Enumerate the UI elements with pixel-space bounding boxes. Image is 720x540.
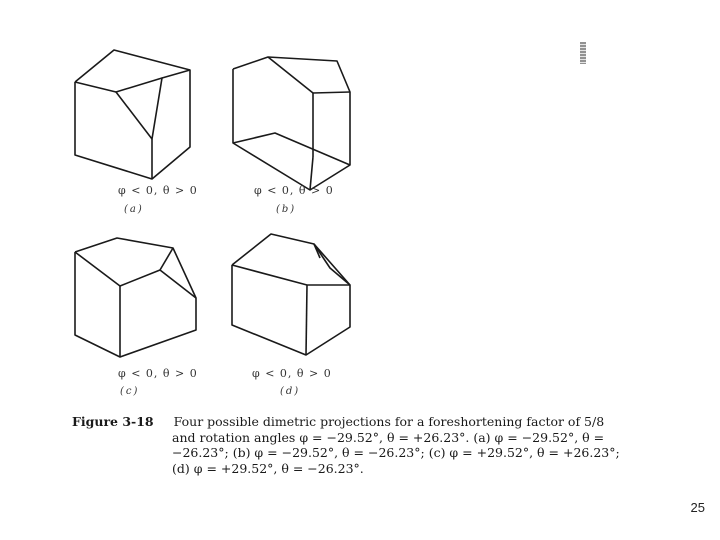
panel-a-label: (a) xyxy=(124,204,144,215)
caption-line-3: −26.23°; (b) φ = −29.52°, θ = −26.23°; (c) φ = +29.52°, θ = +26.23°; xyxy=(172,445,620,460)
cube-b xyxy=(233,57,350,190)
caption-line-1: Four possible dimetric projections for a foreshortening factor of 5/8 xyxy=(173,414,605,429)
panel-c-label: (c) xyxy=(120,386,140,397)
caption-line-4: (d) φ = +29.52°, θ = −26.23°. xyxy=(172,460,364,476)
panel-b-condition: φ < 0, θ > 0 xyxy=(254,184,334,197)
panel-d-label: (d) xyxy=(280,386,301,397)
panel-b-label: (b) xyxy=(276,204,297,215)
panel-a-condition: φ < 0, θ > 0 xyxy=(118,184,198,197)
cube-c xyxy=(75,238,196,357)
panel-c-condition: φ < 0, θ > 0 xyxy=(118,367,198,380)
cube-a xyxy=(75,50,190,179)
figure-caption xyxy=(72,414,620,476)
page-number: 25 xyxy=(690,500,705,515)
figure-label: Figure 3-18 xyxy=(72,414,154,429)
panel-d-condition: φ < 0, θ > 0 xyxy=(252,367,332,380)
cube-d xyxy=(232,234,350,355)
caption-line-2: and rotation angles φ = −29.52°, θ = +26.23°. (a) φ = −29.52°, θ = xyxy=(172,429,605,445)
